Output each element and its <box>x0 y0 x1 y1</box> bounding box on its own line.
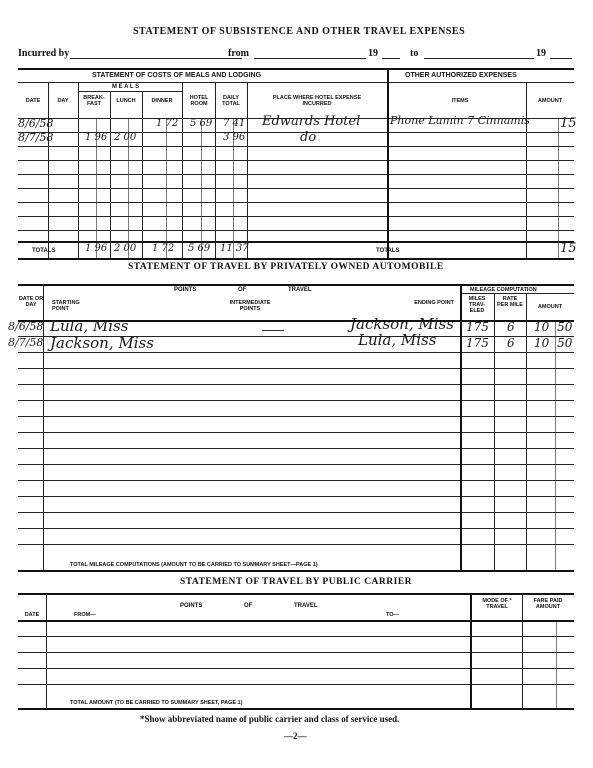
col-items: ITEMS <box>451 98 469 104</box>
mileage-computation-label: MILEAGE COMPUTATION <box>470 287 537 293</box>
carrier-col-from: FROM— <box>74 612 96 618</box>
col-place: PLACE WHERE HOTEL EXPENSE INCURRED <box>272 95 362 107</box>
auto-section-title: STATEMENT OF TRAVEL BY PRIVATELY OWNED AUTOMOBILE <box>128 262 444 272</box>
meals-label: M E A L S <box>112 84 140 90</box>
incurred-by-label: Incurred by <box>18 48 70 59</box>
page-number: —2— <box>284 731 307 741</box>
auto-row-1-date: 8/6/58 <box>8 320 44 333</box>
year-b-label: 19 <box>536 48 546 59</box>
auto-total-label: TOTAL MILEAGE COMPUTATIONS (AMOUNT TO BE CARRIED TO SUMMARY SHEET—PAGE 1) <box>70 562 318 568</box>
total-daily: 11 37 <box>220 243 249 254</box>
auto-col-rate: RATE PER MILE <box>497 296 523 308</box>
form-title: STATEMENT OF SUBSISTENCE AND OTHER TRAVEL EXPENSES <box>133 26 466 37</box>
other-expenses-title: OTHER AUTHORIZED EXPENSES <box>405 72 517 79</box>
meal-row-1-items: Phone Lumin 7 Cinnamis <box>390 114 530 127</box>
total-lunch: 2 00 <box>114 243 137 254</box>
auto-row-2-miles: 175 <box>466 336 489 350</box>
from-label: from <box>228 48 249 59</box>
total-breakfast: 1 96 <box>85 243 108 254</box>
auto-col-inter: INTERMEDIATE POINTS <box>229 300 271 312</box>
total-dinner: 1 72 <box>152 243 175 254</box>
meal-row-2-place: do <box>300 130 317 145</box>
col-amount: AMOUNT <box>537 98 563 104</box>
auto-row-2-rate: 6 <box>507 336 515 350</box>
carrier-section-title: STATEMENT OF TRAVEL BY PUBLIC CARRIER <box>180 577 413 587</box>
auto-row-2-end: Lula, Miss <box>358 331 437 349</box>
col-daily: DAILY TOTAL <box>222 95 240 107</box>
total-hotel: 5 69 <box>188 243 211 254</box>
meal-row-2-lunch: 2 00 <box>114 132 137 143</box>
meals-totals-label: TOTALS <box>32 248 56 254</box>
carrier-total-label: TOTAL AMOUNT (TO BE CARRIED TO SUMMARY SHEET, PAGE 1) <box>70 700 243 706</box>
auto-row-2-start: Jackson, Miss <box>50 334 154 352</box>
col-lunch: LUNCH <box>116 98 136 104</box>
meal-row-1-amount: 15 <box>560 116 577 131</box>
col-day: DAY <box>57 98 69 104</box>
auto-col-end: ENDING POINT <box>414 300 454 306</box>
auto-points-label: POINTS OF TRAVEL <box>174 287 312 293</box>
meal-row-2-breakfast: 1 96 <box>85 132 108 143</box>
year-a-label: 19 <box>368 48 378 59</box>
col-hotel: HOTEL ROOM <box>189 95 209 107</box>
other-total-amount: 15 <box>560 241 577 256</box>
meal-row-1-date: 8/6/58 <box>18 117 54 130</box>
meal-row-1-daily: 7 41 <box>223 118 246 129</box>
carrier-col-mode: MODE OF * TRAVEL <box>482 598 512 610</box>
auto-row-1-start: Lula, Miss <box>50 317 129 335</box>
auto-row-1-rate: 6 <box>507 320 515 334</box>
to-label: to <box>410 48 419 59</box>
col-date: DATE <box>25 98 41 104</box>
meal-row-1-place: Edwards Hotel <box>262 114 361 129</box>
auto-col-date: DATE OR DAY <box>18 296 44 308</box>
meals-section-title: STATEMENT OF COSTS OF MEALS AND LODGING <box>92 72 262 79</box>
auto-row-1-amount: 10 50 <box>534 320 573 334</box>
auto-row-2-amount: 10 50 <box>534 336 573 350</box>
meal-row-1-dinner: 1 72 <box>156 118 179 129</box>
auto-col-miles: MILES TRAV-ELED <box>468 296 486 314</box>
carrier-col-fare: FARE PAID AMOUNT <box>533 598 563 610</box>
auto-row-2-date: 8/7/58 <box>8 336 44 349</box>
col-breakfast: BREAK-FAST <box>83 95 105 107</box>
footnote: *Show abbreviated name of public carrier and class of service used. <box>140 714 400 724</box>
col-dinner: DINNER <box>151 98 173 104</box>
auto-col-amount: AMOUNT <box>537 304 563 310</box>
auto-row-1-miles: 175 <box>466 320 489 334</box>
other-totals-label: TOTALS <box>376 248 400 254</box>
meal-row-2-daily: 3 96 <box>223 132 246 143</box>
carrier-points-label: POINTS OF TRAVEL <box>180 603 318 609</box>
carrier-col-to: TO— <box>386 612 400 618</box>
auto-row-1-end: Jackson, Miss <box>350 315 454 333</box>
auto-col-start: STARTING POINT <box>52 300 80 312</box>
carrier-col-date: DATE <box>24 612 40 618</box>
meal-row-1-hotel: 5 69 <box>190 118 213 129</box>
meal-row-2-date: 8/7/58 <box>18 131 54 144</box>
